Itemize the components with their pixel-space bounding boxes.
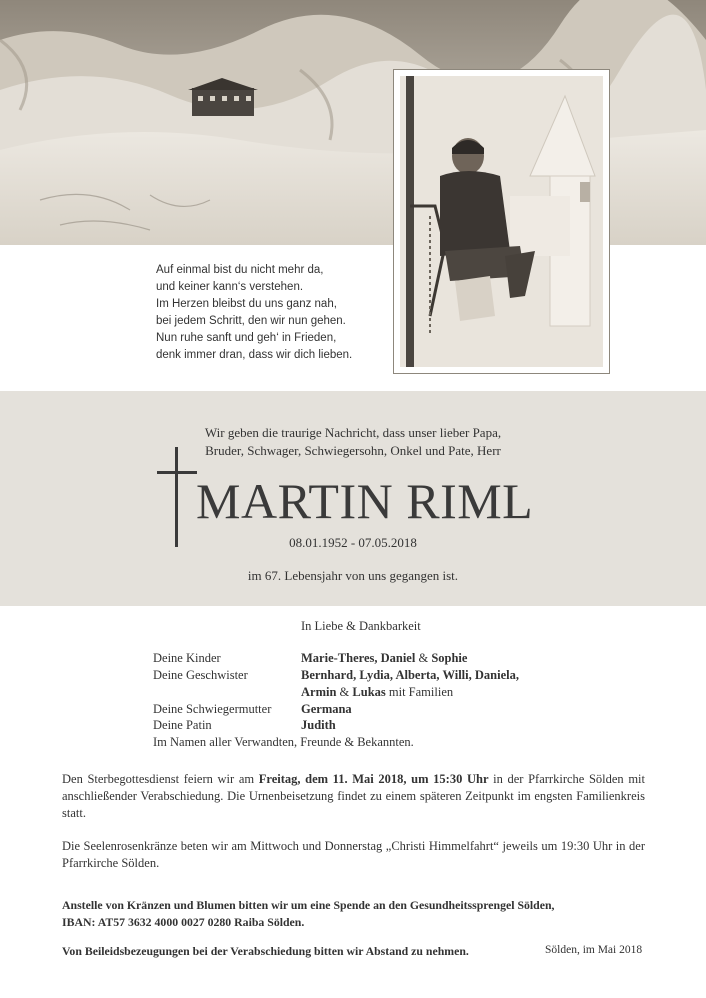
siblings-ampersand: & xyxy=(336,685,353,699)
portrait-photo xyxy=(400,76,603,367)
children-ampersand: & xyxy=(415,651,432,665)
godmother-label: Deine Patin xyxy=(153,718,212,732)
deceased-name: MARTIN RIML xyxy=(196,473,534,529)
service-text-a: Den Sterbegottesdienst feiern wir am xyxy=(62,772,259,786)
poem-line: und keiner kann‘s verstehen. xyxy=(156,281,304,293)
poem-line: Nun ruhe sanft und geh‘ in Frieden, xyxy=(156,332,337,344)
children-label: Deine Kinder xyxy=(153,651,221,665)
poem xyxy=(156,262,352,364)
siblings-name-armin: Armin xyxy=(301,685,337,699)
children-names-a: Marie-Theres, Daniel xyxy=(301,651,416,665)
siblings-names-2 xyxy=(301,685,453,700)
service-date-time: Freitag, dem 11. Mai 2018, um 15:30 Uhr xyxy=(258,772,489,786)
life-dates: 08.01.1952 - 07.05.2018 xyxy=(289,535,417,550)
poem-line: bei jedem Schritt, den wir nun gehen. xyxy=(156,315,346,327)
place-date: Sölden, im Mai 2018 xyxy=(545,944,643,956)
family-closing: Im Namen aller Verwandten, Freunde & Bekannten. xyxy=(153,735,414,749)
mother-in-law-name: Germana xyxy=(301,702,352,716)
rosary-paragraph: Die Seelenrosenkränze beten wir am Mittwoch und Donnerstag „Christi Himmelfahrt“ jeweils um 19:30 Uhr in der Pfarrkirche Sölden. xyxy=(62,839,645,870)
children-names-b: Sophie xyxy=(431,651,468,665)
siblings-name-lukas: Lukas xyxy=(352,685,386,699)
poem-line: Im Herzen bleibst du uns ganz nah, xyxy=(156,298,337,310)
godmother-name: Judith xyxy=(301,718,336,732)
children-names xyxy=(301,651,467,666)
service-text-b: in der Pfarrkirche Sölden mit anschließender Verabschiedung. Die Urnenbeisetzung findet zu einem späteren Zeitpunkt im engsten Familienkreis statt. xyxy=(62,772,645,820)
donation-iban: IBAN: AT57 3632 4000 0027 0280 Raiba Sölden. xyxy=(62,915,305,929)
age-line: im 67. Lebensjahr von uns gegangen ist. xyxy=(247,568,459,583)
mother-in-law-label: Deine Schwiegermutter xyxy=(153,702,272,716)
poem-line: denk immer dran, dass wir dich lieben. xyxy=(156,349,353,361)
donation-paragraph xyxy=(62,897,645,931)
cross-icon xyxy=(157,447,197,547)
funeral-service-paragraph xyxy=(62,771,645,822)
family-heading: In Liebe & Dankbarkeit xyxy=(301,619,421,633)
announcement-line-1: Wir geben die traurige Nachricht, dass unser lieber Papa, xyxy=(204,425,502,440)
siblings-families: mit Familien xyxy=(385,685,454,699)
portrait-frame xyxy=(394,70,609,373)
donation-line-1: Anstelle von Kränzen und Blumen bitten wir um eine Spende an den Gesundheitssprengel Sölden, xyxy=(62,898,555,912)
siblings-label: Deine Geschwister xyxy=(153,668,248,682)
poem-line: Auf einmal bist du nicht mehr da, xyxy=(156,264,324,276)
siblings-names-1: Bernhard, Lydia, Alberta, Willi, Daniela, xyxy=(301,668,519,682)
condolence-note: Von Beileidsbezeugungen bei der Verabschiedung bitten wir Abstand zu nehmen. xyxy=(62,944,469,958)
announcement-line-2: Bruder, Schwager, Schwiegersohn, Onkel und Pate, Herr xyxy=(205,443,501,458)
